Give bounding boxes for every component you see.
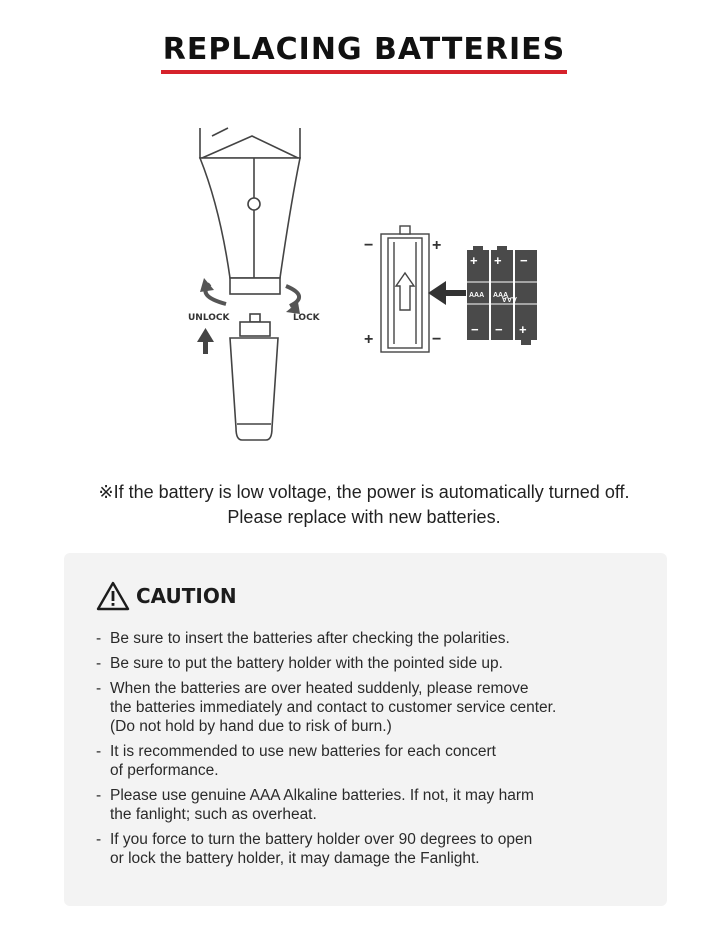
caution-item-text: (Do not hold by hand due to risk of burn.) (110, 718, 392, 735)
note-line-2: Please replace with new batteries. (227, 507, 501, 527)
caution-item-text: or lock the battery holder, it may damage the Fanlight. (110, 850, 480, 867)
polarity-plus-top: + (432, 237, 442, 254)
caution-item (96, 679, 656, 736)
battery-compartment (381, 226, 429, 352)
battery-3-label: AAA (501, 295, 517, 302)
caution-item (96, 654, 656, 673)
polarity-minus-top: − (364, 237, 374, 254)
caution-item-text: - Be sure to insert the batteries after checking the polarities. (110, 630, 510, 647)
lock-label: LOCK (293, 313, 320, 323)
warning-triangle-icon (96, 581, 130, 611)
caution-heading (96, 581, 237, 611)
caution-item-text: - Please use genuine AAA Alkaline batteries. If not, it may harm (110, 787, 534, 804)
unlock-label: UNLOCK (188, 313, 230, 323)
low-voltage-note (40, 480, 688, 530)
caution-list (96, 629, 656, 874)
caution-item-text: - It is recommended to use new batteries for each concert (110, 743, 496, 760)
fanlight-handle (200, 128, 300, 294)
illustration-svg (0, 118, 728, 458)
caution-item-text: the fanlight; such as overheat. (110, 806, 317, 823)
caution-item-text: the batteries immediately and contact to customer service center. (110, 699, 557, 716)
battery-1-plus: + (470, 253, 478, 268)
caution-item-text: - When the batteries are over heated suddenly, please remove (110, 680, 529, 697)
polarity-plus-bottom: + (364, 331, 374, 348)
battery-1-label: AAA (469, 292, 485, 299)
caution-item (96, 830, 656, 868)
page-title-text: REPLACING BATTERIES (161, 32, 568, 74)
battery-replacement-illustration (0, 118, 728, 458)
battery-2-label: AAA (493, 292, 509, 299)
note-line-1: ※If the battery is low voltage, the power is automatically turned off. (98, 482, 630, 502)
battery-1-minus: − (471, 322, 479, 337)
caution-item (96, 786, 656, 824)
battery-holder (230, 314, 278, 440)
insert-arrow-icon (428, 281, 466, 305)
caution-box (64, 553, 667, 906)
up-arrow-icon (197, 328, 214, 354)
battery-2-plus: + (494, 253, 502, 268)
battery-2-minus: − (495, 322, 503, 337)
caution-item (96, 629, 656, 648)
battery-3-minus: − (520, 253, 528, 268)
caution-item (96, 742, 656, 780)
polarity-minus-bottom: − (432, 331, 442, 348)
caution-item-text: - Be sure to put the battery holder with the pointed side up. (110, 655, 503, 672)
caution-item-text: - If you force to turn the battery holder over 90 degrees to open (110, 831, 533, 848)
caution-item-text: of performance. (110, 762, 219, 779)
aaa-batteries (467, 246, 537, 345)
battery-3-plus: + (519, 322, 527, 337)
page-title (0, 32, 728, 74)
caution-label: CAUTION (136, 584, 237, 608)
